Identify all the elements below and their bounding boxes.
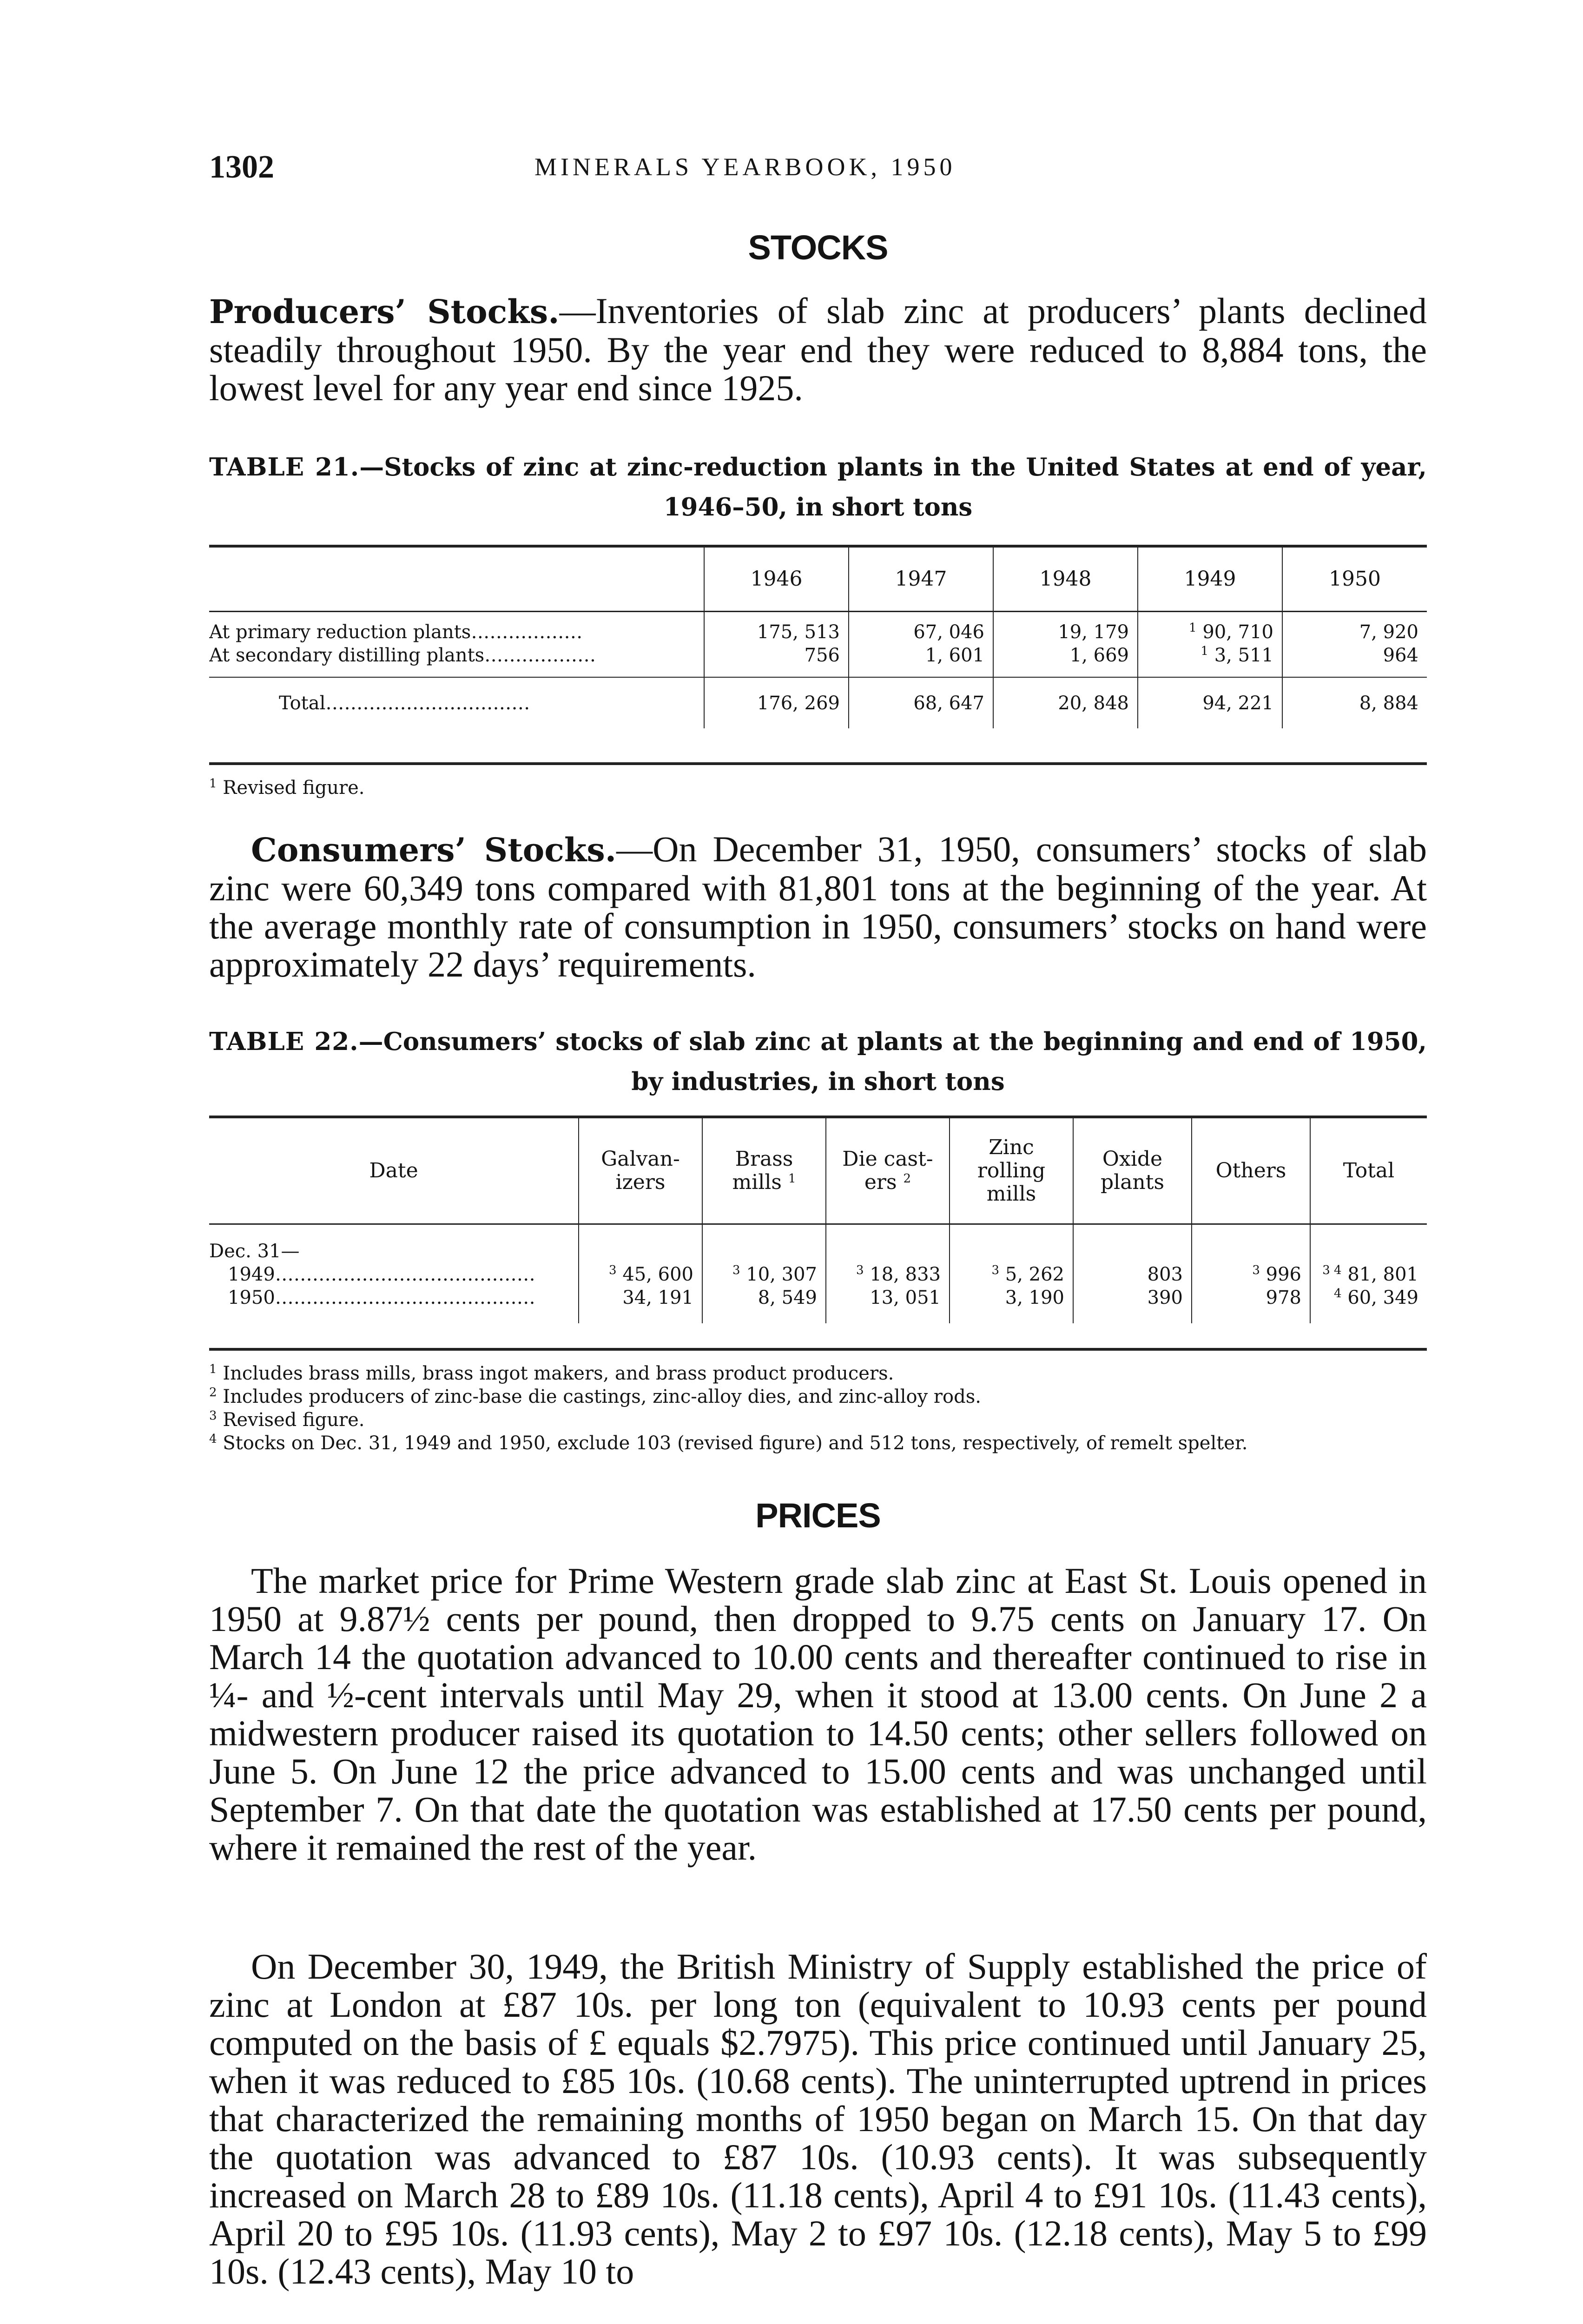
prices-paragraph-2: On December 30, 1949, the British Ministry of Supply established the price of zinc at London at £87 10s. per long ton (equivalent to 10.93 cents per pound computed on the basis of £ equals $2.7975). This price continued until January 25, when it was reduced to £85 10s. (10.68 cents). The uninterrupted uptrend in prices that characterized the remaining months of 1950 began on March 15. On that day the quotation was advanced to £87 10s. (10.93 cents). It was subsequently increased on March 28 to £89 10s. (11.18 cents), April 4 to £91 10s. (11.43 cents), April 20 to £95 10s. (11.93 cents), May 2 to £97 10s. (12.18 cents), May 5 to £99 10s. (12.43 cents), May 10 to <box>209 1946 1427 2291</box>
table-cell: 19, 179 <box>993 621 1138 644</box>
table-cell: 176, 269 <box>704 677 849 728</box>
table-cell: $^1$ 90, 710 <box>1138 621 1282 644</box>
table-cell: 20, 848 <box>993 677 1138 728</box>
table21-caption <box>209 447 1427 527</box>
table-cell: $^{3 4}$ 81, 801 <box>1310 1263 1427 1286</box>
consumers-stocks-lead: Consumers’ Stocks. <box>251 831 617 869</box>
table22-label: TABLE 22. <box>209 1027 359 1056</box>
table21-header-row <box>209 546 1427 611</box>
footnote: $^2$ Includes producers of zinc-base die castings, zinc-alloy dies, and zinc-alloy rods. <box>209 1386 981 1407</box>
table-cell: $^3$ 996 <box>1192 1263 1310 1286</box>
table22-row-label: 1949…………………………………… <box>228 1264 535 1285</box>
footnote-ref: 1 <box>1200 644 1209 658</box>
table-cell: $^3$ 45, 600 <box>579 1263 702 1286</box>
table-cell: 803 <box>1073 1263 1192 1286</box>
table21-row-label: At secondary distilling plants……………… <box>209 645 596 666</box>
table22-group-row <box>209 1240 1427 1263</box>
section-heading-stocks: STOCKS <box>748 228 888 267</box>
table21-footnotes <box>209 776 1427 799</box>
consumers-stocks-paragraph <box>209 830 1427 984</box>
table22-header-row <box>209 1117 1427 1224</box>
table-row <box>209 621 1427 644</box>
table22-col-zinc-rolling-mills: Zinc rolling mills <box>950 1117 1073 1224</box>
table22-col-oxide-plants: Oxide plants <box>1073 1117 1192 1224</box>
table-cell: 13, 051 <box>826 1286 950 1309</box>
table22-row-label: 1950…………………………………… <box>228 1287 535 1308</box>
table21-col-1948: 1948 <box>993 546 1138 611</box>
table-cell: 7, 920 <box>1282 621 1427 644</box>
table22-footnotes <box>209 1362 1427 1455</box>
table21-col-1947: 1947 <box>849 546 993 611</box>
table22-bottom-rule <box>209 1348 1427 1351</box>
producers-stocks-lead: Producers’ Stocks. <box>209 292 560 331</box>
table21-col-1950: 1950 <box>1282 546 1427 611</box>
table-cell: $^3$ 5, 262 <box>950 1263 1073 1286</box>
table22-col-date: Date <box>369 1158 418 1182</box>
footnote: $^4$ Stocks on Dec. 31, 1949 and 1950, exclude 103 (revised figure) and 512 tons, respectively, of remelt spelter. <box>209 1432 1248 1454</box>
table22-col-total: Total <box>1310 1117 1427 1224</box>
producers-stocks-text: —Inventories of slab zinc at producers’ plants declined steadily throughout 1950. By the year end they were reduced to 8,884 tons, the lowest level for any year end since 1925. <box>209 290 1427 408</box>
table-cell: $^1$ 3, 511 <box>1138 644 1282 667</box>
footnote-ref: 1 <box>1189 621 1197 635</box>
table-cell: $^3$ 10, 307 <box>702 1263 826 1286</box>
table-cell: 68, 647 <box>849 677 993 728</box>
table22-col-die-casters: Die cast- ers $^2$ <box>826 1117 950 1224</box>
table22-col-galvanizers: Galvan- izers <box>579 1117 702 1224</box>
table-cell: 390 <box>1073 1286 1192 1309</box>
page-number: 1302 <box>209 149 274 185</box>
table-cell: 94, 221 <box>1138 677 1282 728</box>
table-cell: $^4$ 60, 349 <box>1310 1286 1427 1309</box>
table-cell: 175, 513 <box>704 621 849 644</box>
table-row <box>209 1286 1427 1309</box>
table-cell: 1, 669 <box>993 644 1138 667</box>
footnote: $^3$ Revised figure. <box>209 1409 365 1431</box>
running-header <box>209 149 1427 191</box>
prices-paragraph-1: The market price for Prime Western grade slab zinc at East St. Louis opened in 1950 at 9.87½ cents per pound, then dropped to 9.75 cents on January 17. On March 14 the quotation advanced to 10.00 cents and thereafter continued to rise in ¼- and ½-cent intervals until May 29, when it stood at 13.00 cents. On June 2 a midwestern producer raised its quotation to 14.50 cents; other sellers followed on June 5. On June 12 the price advanced to 15.00 cents and was unchanged until September 7. On that date the quotation was established at 17.50 cents per pound, where it remained the rest of the year. <box>209 1560 1427 1868</box>
table-cell: 8, 884 <box>1282 677 1427 728</box>
table21-row-label: At primary reduction plants……………… <box>209 621 583 643</box>
section-heading-prices: PRICES <box>755 1496 881 1535</box>
table22-group-label: Dec. 31— <box>209 1241 300 1262</box>
table-cell: 34, 191 <box>579 1286 702 1309</box>
table21-col-1946: 1946 <box>704 546 849 611</box>
table21-stub-header <box>209 546 704 611</box>
table21-col-1949: 1949 <box>1138 546 1282 611</box>
table-cell: 8, 549 <box>702 1286 826 1309</box>
footnote: $^1$ Revised figure. <box>209 777 365 799</box>
table21 <box>209 545 1427 728</box>
table-cell: 1, 601 <box>849 644 993 667</box>
table21-total-row <box>209 677 1427 728</box>
table21-label: TABLE 21. <box>209 453 360 482</box>
table22 <box>209 1116 1427 1323</box>
producers-stocks-paragraph <box>209 292 1427 407</box>
table21-bottom-rule <box>209 762 1427 765</box>
table-cell: 978 <box>1192 1286 1310 1309</box>
footnote: $^1$ Includes brass mills, brass ingot makers, and brass product producers. <box>209 1362 894 1384</box>
table21-caption-text: —Stocks of zinc at zinc-reduction plants in the United States at end of year, 1946–50, in short tons <box>359 453 1427 522</box>
table22-caption-text: —Consumers’ stocks of slab zinc at plants at the beginning and end of 1950, by industries, in short tons <box>358 1027 1427 1096</box>
running-title: MINERALS YEARBOOK, 1950 <box>534 153 956 181</box>
table-cell: 756 <box>704 644 849 667</box>
table-row <box>209 644 1427 667</box>
table22-caption <box>209 1022 1427 1102</box>
table-cell: $^3$ 18, 833 <box>826 1263 950 1286</box>
table-row <box>209 1263 1427 1286</box>
table22-col-others: Others <box>1192 1117 1310 1224</box>
table22-col-brass-mills: Brass mills $^1$ <box>702 1117 826 1224</box>
table21-total-label: Total…………………………… <box>279 692 530 714</box>
table-cell: 3, 190 <box>950 1286 1073 1309</box>
table-cell: 964 <box>1282 644 1427 667</box>
table-cell: 67, 046 <box>849 621 993 644</box>
consumers-stocks-text: —On December 31, 1950, consumers’ stocks of slab zinc were 60,349 tons compared with 81,801 tons at the beginning of the year. At the average monthly rate of consumption in 1950, consumers’ stocks on hand were approximately 22 days’ requirements. <box>209 829 1427 984</box>
